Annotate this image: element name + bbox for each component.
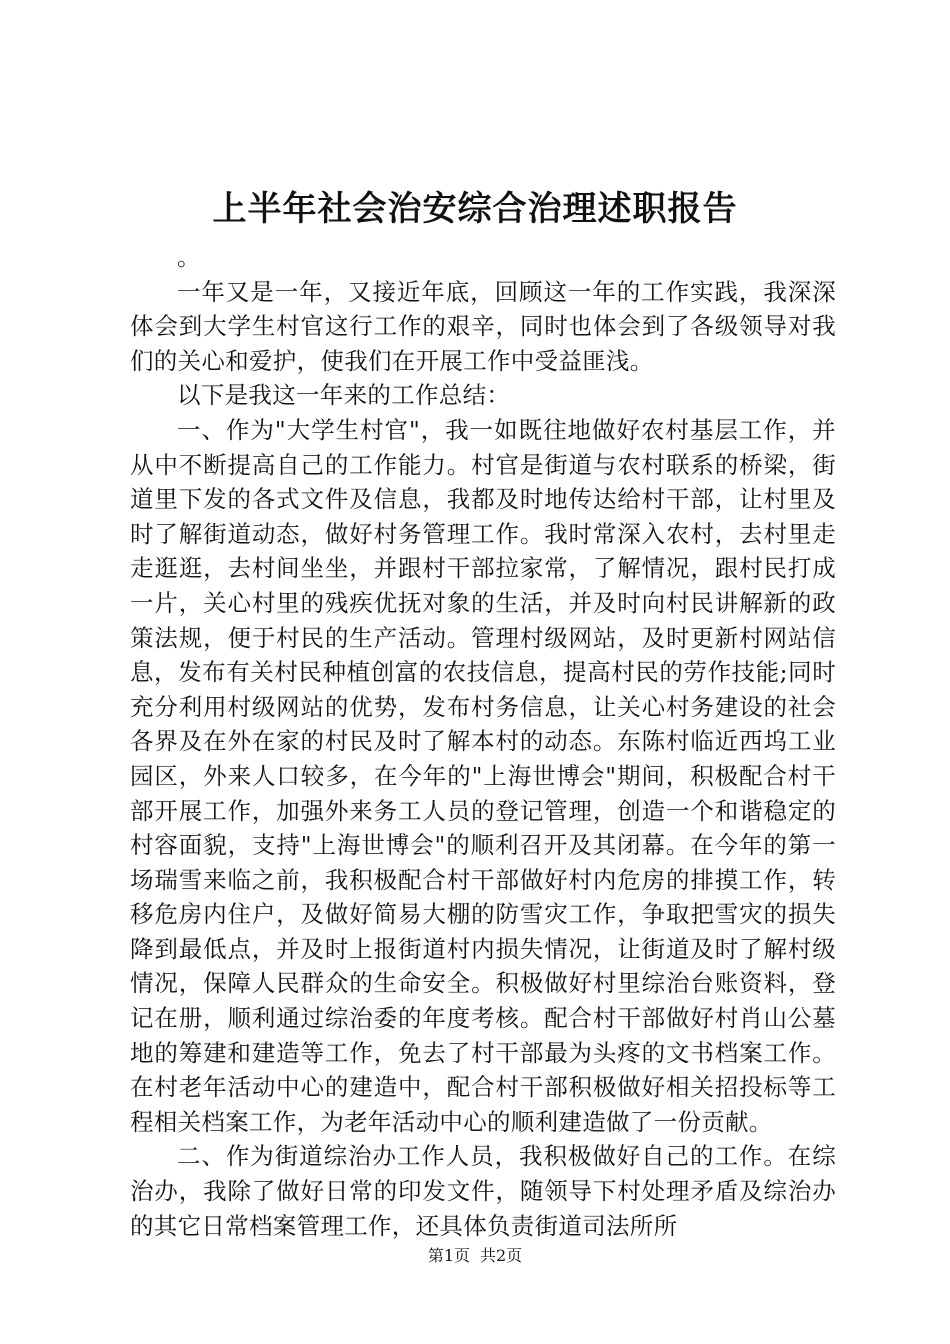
document-title: 上半年社会治安综合治理述职报告 <box>212 189 738 229</box>
paragraph-section-one: 一、作为"大学生村官"，我一如既往地做好农村基层工作，并从中不断提高自己的工作能力。村官是街道与农村联系的桥梁，街道里下发的各式文件及信息，我都及时地传达给村干部，让村里及时了解街道动态，做好村务管理工作。我时常深入农村，去村里走走逛逛，去村间坐坐，并跟村干部拉家常，了解情况，跟村民打成一片，关心村里的残疾优抚对象的生活，并及时向村民讲解新的政策法规，便于村民的生产活动。管理村级网站，及时更新村网站信息，发布有关村民种植创富的农技信息，提高村民的劳作技能;同时充分利用村级网站的优势，发布村务信息，让关心村务建设的社会各界及在外在家的村民及时了解本村的动态。东陈村临近西坞工业园区，外来人口较多，在今年的"上海世博会"期间，积极配合村干部开展工作，加强外来务工人员的登记管理，创造一个和谐稳定的村容面貌，支持"上海世博会"的顺利召开及其闭幕。在今年的第一场瑞雪来临之前，我积极配合村干部做好村内危房的排摸工作，转移危房内住户，及做好简易大棚的防雪灾工作，争取把雪灾的损失降到最低点，并及时上报街道村内损失情况，让街道及时了解村级情况，保障人民群众的生命安全。积极做好村里综治台账资料，登记在册，顺利通过综治委的年度考核。配合村干部做好村肖山公墓地的筹建和建造等工作，免去了村干部最为头疼的文书档案工作。在村老年活动中心的建造中，配合村干部积极做好相关招投标等工程相关档案工作，为老年活动中心的顺利建造做了一份贡献。 <box>130 415 836 1136</box>
paragraph-intro: 一年又是一年，又接近年底，回顾这一年的工作实践，我深深体会到大学生村官这行工作的艰辛，同时也体会到了各级领导对我们的关心和爱护，使我们在开展工作中受益匪浅。 <box>130 277 836 375</box>
paragraph-summary-lead: 以下是我这一年来的工作总结： <box>177 381 511 410</box>
document-body <box>130 240 836 1243</box>
page-total: 共2页 <box>480 1246 523 1265</box>
page-footer <box>0 1244 950 1268</box>
page-number: 第1页 <box>427 1246 470 1265</box>
paragraph-fragment: 。 <box>177 243 201 271</box>
paragraph-section-two: 二、作为街道综治办工作人员，我积极做好自己的工作。在综治办，我除了做好日常的印发文件，随领导下村处理矛盾及综治办的其它日常档案管理工作，还具体负责街道司法所所 <box>130 1142 836 1240</box>
